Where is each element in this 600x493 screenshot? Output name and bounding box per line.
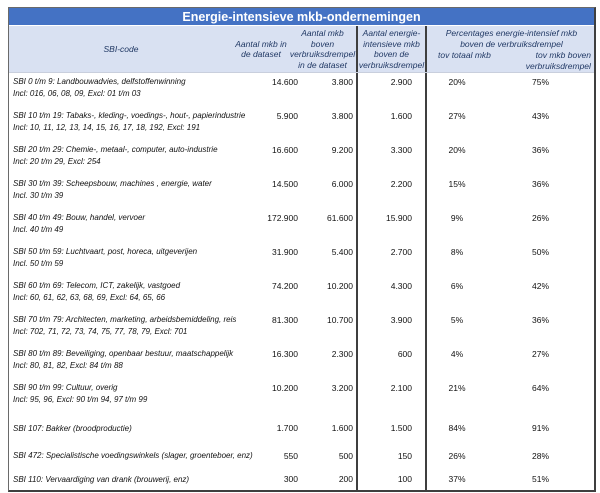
cell-aantal-energie: 1.500 xyxy=(356,413,427,443)
table-row xyxy=(9,175,594,209)
cell-aantal-boven: 61.600 xyxy=(327,213,353,223)
cell-pct-totaal: 27% xyxy=(448,111,466,121)
cell-aantal-mkb: 31.900 xyxy=(272,247,298,257)
cell-pct-boven: 36% xyxy=(531,179,549,189)
cell-aantal-boven: 200 xyxy=(338,474,353,484)
cell-pct-boven: 43% xyxy=(531,111,549,121)
table-row xyxy=(9,73,594,107)
cell-aantal-mkb: 172.900 xyxy=(267,213,298,223)
table-row xyxy=(9,468,594,490)
cell-aantal-mkb: 5.900 xyxy=(276,111,298,121)
cell-aantal-mkb: 74.200 xyxy=(272,281,298,291)
cell-aantal-mkb: 550 xyxy=(283,450,298,461)
cell-pct-totaal: 20% xyxy=(448,145,466,155)
sbi-label: SBI 107: Bakker (broodproductie) xyxy=(13,423,132,433)
table-row xyxy=(9,277,594,311)
sbi-incl-note: Incl: 60, 61, 62, 63, 68, 69, Excl: 64, 65, 66 xyxy=(13,293,166,302)
cell-pct-boven: 75% xyxy=(531,77,549,87)
sbi-label: SBI 50 t/m 59: Luchtvaart, post, horeca, uitgeverijen xyxy=(13,247,198,256)
cell-pct-boven: 51% xyxy=(531,474,549,484)
cell-aantal-energie: 150 xyxy=(356,443,427,468)
header-sbi-code: SBI-code xyxy=(103,43,139,54)
cell-aantal-boven: 10.200 xyxy=(327,281,353,291)
sbi-incl-note: Incl: 702, 71, 72, 73, 74, 75, 77, 78, 79, Excl: 701 xyxy=(13,327,188,336)
cell-pct-totaal: 5% xyxy=(450,315,464,325)
sbi-incl-note: Incl. 40 t/m 49 xyxy=(13,225,64,234)
sbi-label: SBI 110: Vervaardiging van drank (brouwerij, enz) xyxy=(13,474,190,484)
table-row xyxy=(9,345,594,379)
sbi-label: SBI 90 t/m 99: Cultuur, overig xyxy=(13,383,118,392)
sbi-label: SBI 80 t/m 89: Beveiliging, openbaar bestuur, maatschappelijk xyxy=(13,349,234,358)
cell-aantal-mkb: 300 xyxy=(283,474,298,484)
cell-aantal-mkb: 14.600 xyxy=(272,77,298,87)
table-row xyxy=(9,107,594,141)
cell-aantal-mkb: 10.200 xyxy=(272,383,298,393)
cell-aantal-energie: 3.900 xyxy=(356,311,427,345)
cell-pct-boven: 28% xyxy=(531,450,549,461)
cell-aantal-boven: 3.800 xyxy=(331,111,353,121)
cell-pct-boven: 50% xyxy=(531,247,549,257)
table-row xyxy=(9,379,594,413)
sbi-incl-note: Incl: 016, 06, 08, 09, Excl: 01 t/m 03 xyxy=(13,89,141,98)
header-aantal-energie: Aantal energie-intensieve mkb boven de verbruiksdrempel xyxy=(356,26,427,72)
cell-pct-totaal: 37% xyxy=(448,474,466,484)
cell-aantal-energie: 2.200 xyxy=(356,175,427,209)
table-row xyxy=(9,243,594,277)
sbi-label: SBI 30 t/m 39: Scheepsbouw, machines , energie, water xyxy=(13,179,212,188)
cell-aantal-energie: 1.600 xyxy=(356,107,427,141)
cell-pct-totaal: 15% xyxy=(448,179,466,189)
cell-pct-totaal: 9% xyxy=(450,213,464,223)
header-aantal-mkb: Aantal mkb in de dataset xyxy=(235,38,287,59)
table-row xyxy=(9,209,594,243)
cell-pct-boven: 27% xyxy=(531,349,549,359)
cell-aantal-boven: 9.200 xyxy=(331,145,353,155)
cell-aantal-boven: 3.200 xyxy=(331,383,353,393)
cell-aantal-boven: 6.000 xyxy=(331,179,353,189)
sbi-label: SBI 472: Specialistische voedingswinkels (slager, groenteboer, enz) xyxy=(13,451,253,460)
cell-aantal-mkb: 16.300 xyxy=(272,349,298,359)
cell-aantal-mkb: 14.500 xyxy=(272,179,298,189)
cell-aantal-energie: 2.700 xyxy=(356,243,427,277)
cell-pct-boven: 26% xyxy=(531,213,549,223)
cell-aantal-boven: 3.800 xyxy=(331,77,353,87)
cell-pct-totaal: 84% xyxy=(448,423,466,433)
table-row xyxy=(9,311,594,345)
table-row xyxy=(9,443,594,468)
cell-aantal-boven: 2.300 xyxy=(331,349,353,359)
table-row xyxy=(9,413,594,443)
table-row xyxy=(9,141,594,175)
sbi-incl-note: Incl: 20 t/m 29, Excl: 254 xyxy=(13,157,101,166)
cell-aantal-energie: 4.300 xyxy=(356,277,427,311)
sbi-label: SBI 40 t/m 49: Bouw, handel, vervoer xyxy=(13,213,146,222)
cell-aantal-energie: 2.900 xyxy=(356,73,427,107)
cell-aantal-mkb: 1.700 xyxy=(276,423,298,433)
header-aantal-boven: Aantal mkb boven verbruiksdrempel in de dataset xyxy=(289,28,356,70)
cell-aantal-energie: 2.100 xyxy=(356,379,427,413)
cell-aantal-mkb: 16.600 xyxy=(272,145,298,155)
table-header-row xyxy=(9,26,594,73)
sbi-label: SBI 20 t/m 29: Chemie-, metaal-, computer, auto-industrie xyxy=(13,145,218,154)
cell-aantal-energie: 600 xyxy=(356,345,427,379)
cell-pct-boven: 36% xyxy=(531,145,549,155)
sbi-label: SBI 60 t/m 69: Telecom, ICT, zakelijk, vastgoed xyxy=(13,281,181,290)
sbi-incl-note: Incl: 80, 81, 82, Excl: 84 t/m 88 xyxy=(13,361,123,370)
table-title: Energie-intensieve mkb-ondernemingen xyxy=(9,8,594,26)
sbi-label: SBI 0 t/m 9: Landbouwadvies, delfstoffenwinning xyxy=(13,77,186,86)
cell-aantal-boven: 1.600 xyxy=(331,423,353,433)
cell-pct-totaal: 26% xyxy=(448,450,466,461)
cell-aantal-energie: 3.300 xyxy=(356,141,427,175)
sbi-incl-note: Incl: 95, 96, Excl: 90 t/m 94, 97 t/m 99 xyxy=(13,395,148,404)
cell-pct-boven: 42% xyxy=(531,281,549,291)
header-percentages-group xyxy=(427,26,596,72)
sbi-incl-note: Incl. 50 t/m 59 xyxy=(13,259,64,268)
sbi-incl-note: Incl. 30 t/m 39 xyxy=(13,191,64,200)
cell-pct-boven: 36% xyxy=(531,315,549,325)
cell-pct-totaal: 6% xyxy=(450,281,464,291)
header-pct-group-title: Percentages energie-intensief mkb boven de verbruiksdrempel xyxy=(445,28,578,49)
cell-aantal-boven: 10.700 xyxy=(327,315,353,325)
cell-pct-boven: 64% xyxy=(531,383,549,393)
cell-pct-totaal: 8% xyxy=(450,247,464,257)
cell-aantal-energie: 15.900 xyxy=(356,209,427,243)
cell-pct-totaal: 20% xyxy=(448,77,466,87)
sbi-incl-note: Incl: 10, 11, 12, 13, 14, 15, 16, 17, 18, 192, Excl: 191 xyxy=(13,123,201,132)
header-pct-totaal: tov totaal mkb xyxy=(438,50,491,60)
sbi-label: SBI 10 t/m 19: Tabaks-, kleding-, voedings-, hout-, papierindustrie xyxy=(13,111,246,120)
cell-aantal-boven: 500 xyxy=(338,450,353,461)
cell-pct-totaal: 21% xyxy=(448,383,466,393)
cell-pct-boven: 91% xyxy=(531,423,549,433)
sbi-label: SBI 70 t/m 79: Architecten, marketing, arbeidsbemiddeling, reis xyxy=(13,315,237,324)
cell-aantal-mkb: 81.300 xyxy=(272,315,298,325)
cell-aantal-energie: 100 xyxy=(356,468,427,490)
cell-pct-totaal: 4% xyxy=(450,349,464,359)
header-pct-boven: tov mkb boven verbruiksdrempel xyxy=(525,50,591,71)
cell-aantal-boven: 5.400 xyxy=(331,247,353,257)
energy-sme-table xyxy=(8,7,596,492)
